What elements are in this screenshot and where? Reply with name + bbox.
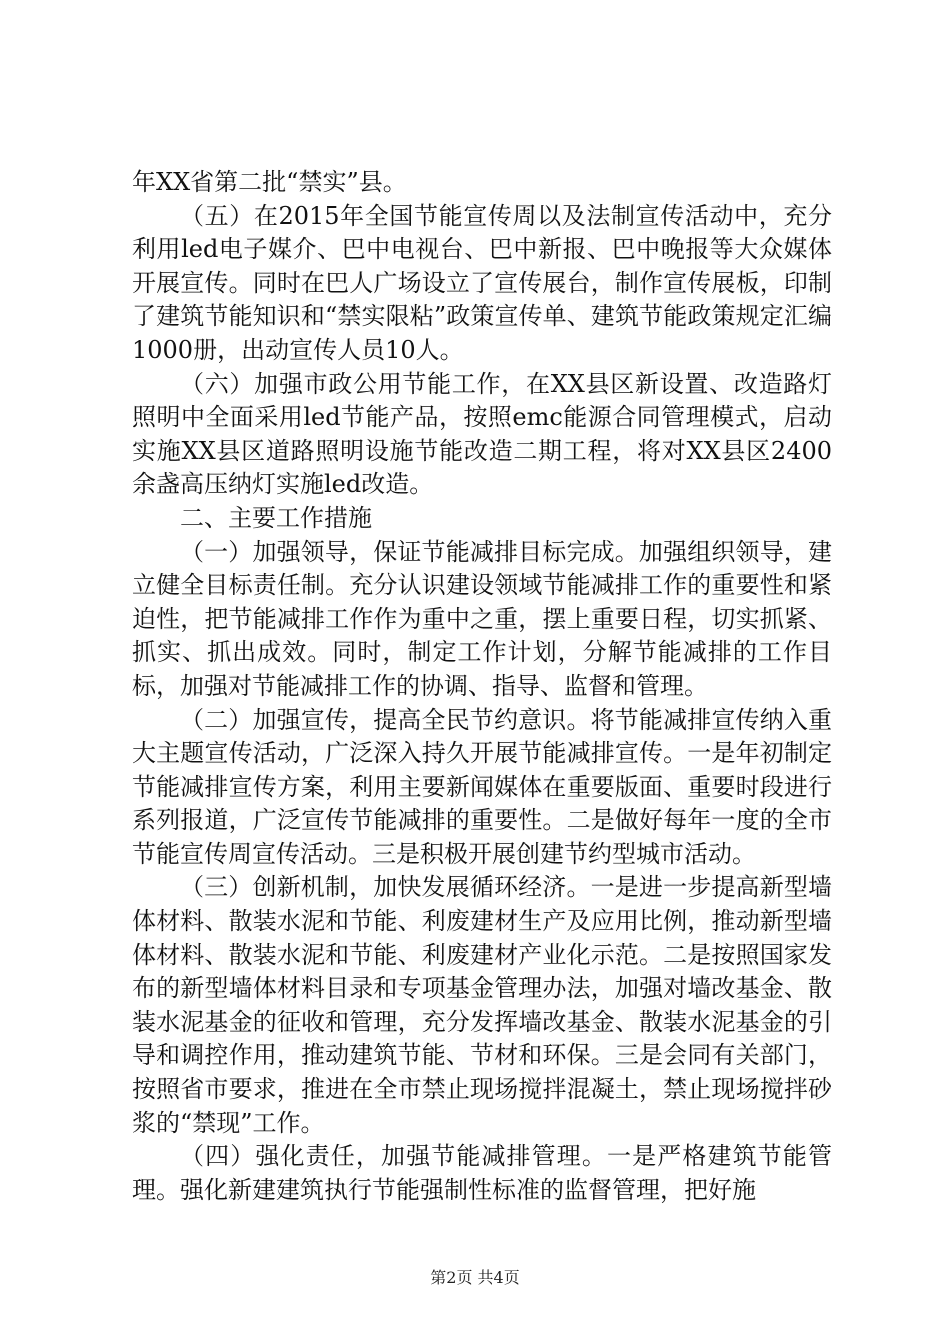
section-heading-measures: 二、主要工作措施 bbox=[180, 503, 372, 532]
paragraph-measure-2: （二）加强宣传，提高全民节约意识。将节能减排宣传纳入重大主题宣传活动，广泛深入持久开展节能减排宣传。一是年初制定节能减排宣传方案，利用主要新闻媒体在重要版面、重要时段进行系列报道，广泛宣传节能减排的重要性。二是做好每年一度的全市节能宣传周宣传活动。三是积极开展创建节约型城市活动。 bbox=[132, 705, 832, 868]
paragraph-continuation: 年XX省第二批“禁实”县。 bbox=[132, 168, 407, 196]
paragraph-item-5: （五）在2015年全国节能宣传周以及法制宣传活动中，充分利用led电子媒介、巴中电视台、巴中新报、巴中晚报等大众媒体开展宣传。同时在巴人广场设立了宣传展台，制作宣传展板，印制了建筑节能知识和“禁实限粘”政策宣传单、建筑节能政策规定汇编1000册，出动宣传人员10人。 bbox=[132, 201, 832, 364]
paragraph-measure-1: （一）加强领导，保证节能减排目标完成。加强组织领导，建立健全目标责任制。充分认识建设领域节能减排工作的重要性和紧迫性，把节能减排工作作为重中之重，摆上重要日程，切实抓紧、抓实、抓出成效。同时，制定工作计划，分解节能减排的工作目标，加强对节能减排工作的协调、指导、监督和管理。 bbox=[132, 537, 832, 700]
page-number-footer: 第2页 共4页 bbox=[430, 1268, 520, 1287]
paragraph-measure-3: （三）创新机制，加快发展循环经济。一是进一步提高新型墙体材料、散装水泥和节能、利废建材生产及应用比例，推动新型墙体材料、散装水泥和节能、利废建材产业化示范。二是按照国家发布的新型墙体材料目录和专项基金管理办法，加强对墙改基金、散装水泥基金的征收和管理，充分发挥墙改基金、散装水泥基金的引导和调控作用，推动建筑节能、节材和环保。三是会同有关部门，按照省市要求，推进在全市禁止现场搅拌混凝土，禁止现场搅拌砂浆的“禁现”工作。 bbox=[132, 873, 832, 1137]
paragraph-item-6: （六）加强市政公用节能工作，在XX县区新设置、改造路灯照明中全面采用led节能产品，按照emc能源合同管理模式，启动实施XX县区道路照明设施节能改造二期工程，将对XX县区2400余盏高压纳灯实施led改造。 bbox=[132, 369, 832, 499]
document-body bbox=[132, 166, 832, 1207]
paragraph-measure-4: （四）强化责任，加强节能减排管理。一是严格建筑节能管理。强化新建建筑执行节能强制性标准的监督管理，把好施 bbox=[132, 1142, 832, 1204]
